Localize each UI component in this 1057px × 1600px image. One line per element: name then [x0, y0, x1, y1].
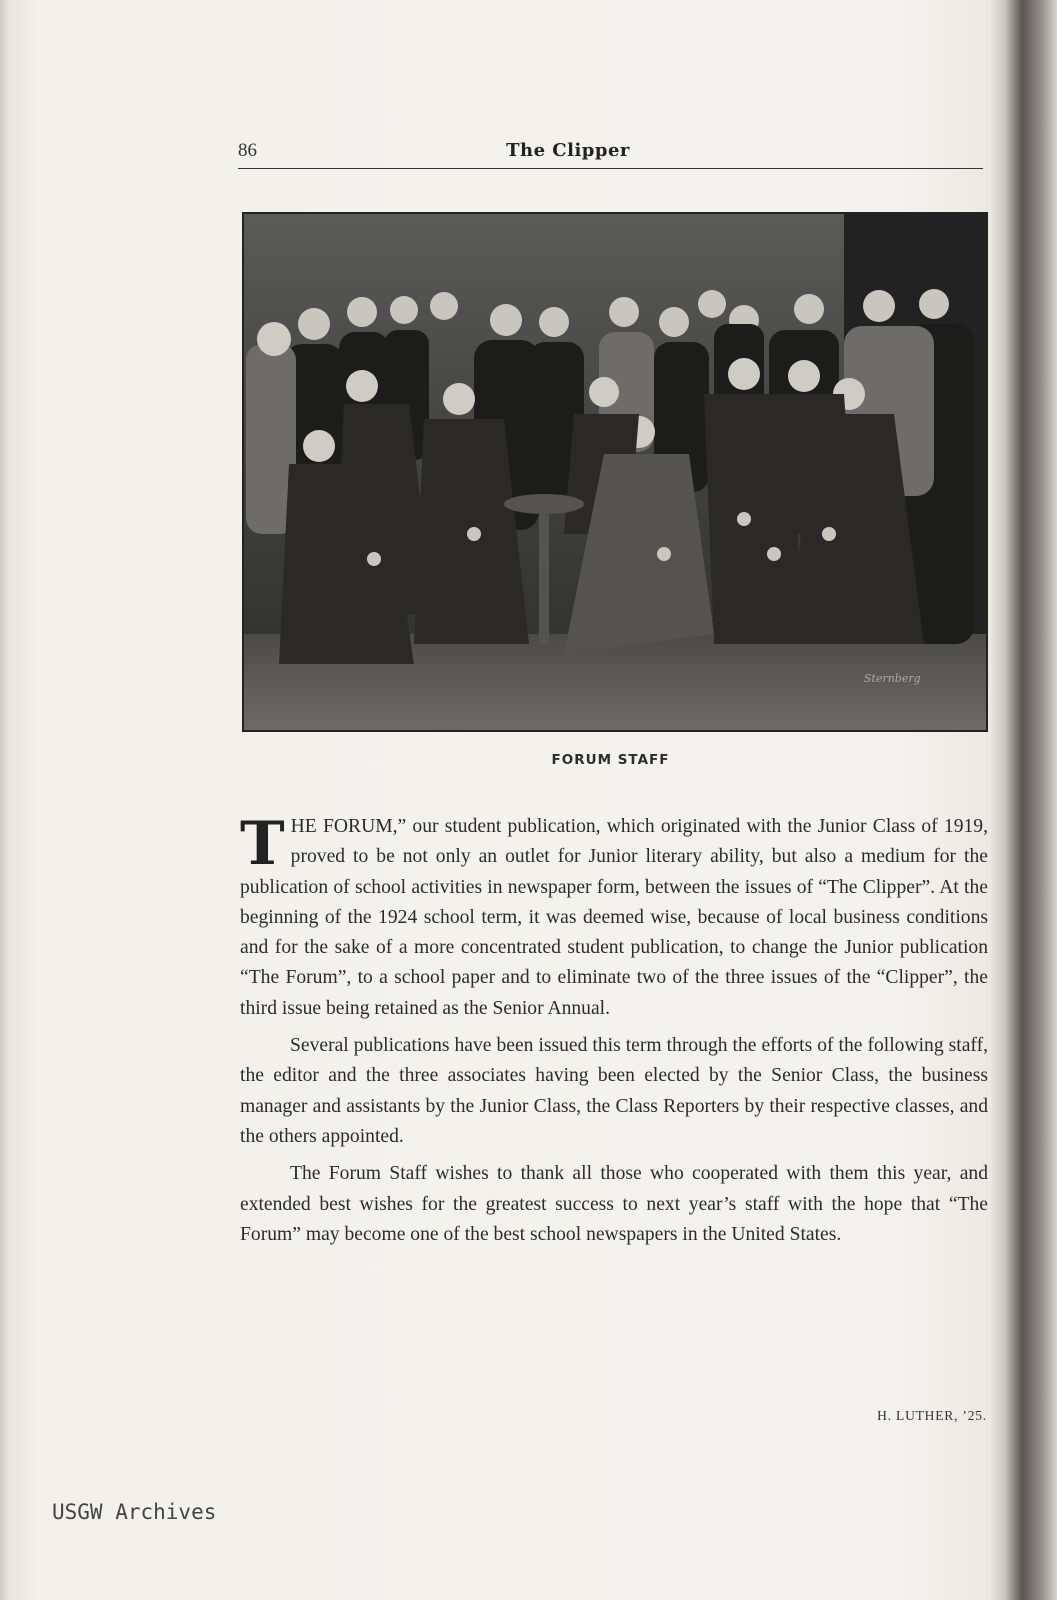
- paragraph-3: The Forum Staff wishes to thank all those who cooperated with them this year, and extended best wishes for the greatest success to next year’s staff with the hope that “The Forum” may become one of the best school newspapers in the United States.: [240, 1163, 988, 1245]
- photo-caption: FORUM STAFF: [551, 752, 670, 768]
- page-edge: [0, 0, 10, 1600]
- page-header: [238, 138, 983, 169]
- author-signature: H. LUTHER, ’25.: [877, 1408, 987, 1423]
- archive-watermark: USGW Archives: [52, 1500, 217, 1524]
- paragraph-1-text: HE FORUM,” our student publication, which originated with the Junior Class of 1919, proved to be not only an outlet for Junior literary ability, but also a medium for the publication of school activities in newspaper form, between the issues of “The Clipper”. At the beginning of the 1924 school term, it was deemed wise, because of local business conditions and for the sake of a more concentrated student publication, to change the Junior publication “The Forum”, to a school paper and to eliminate two of the three issues of the “Clipper”, the third issue being retained as the Senior Annual.: [240, 816, 988, 1019]
- article-body: [240, 809, 988, 1257]
- photographer-mark: Sternberg: [864, 672, 921, 685]
- drop-cap: T: [240, 809, 285, 879]
- paragraph-2: Several publications have been issued this term through the efforts of the following staff, the editor and the three associates having been elected by the Senior Class, the business manager and assistants by the Junior Class, the Class Reporters by their respective classes, and the others appointed.: [240, 1035, 988, 1147]
- running-title: The Clipper: [506, 140, 630, 161]
- group-photo: [242, 212, 988, 732]
- paragraph-1: [240, 809, 988, 1024]
- page-number: 86: [238, 140, 257, 161]
- group-photo-icon: [244, 214, 986, 730]
